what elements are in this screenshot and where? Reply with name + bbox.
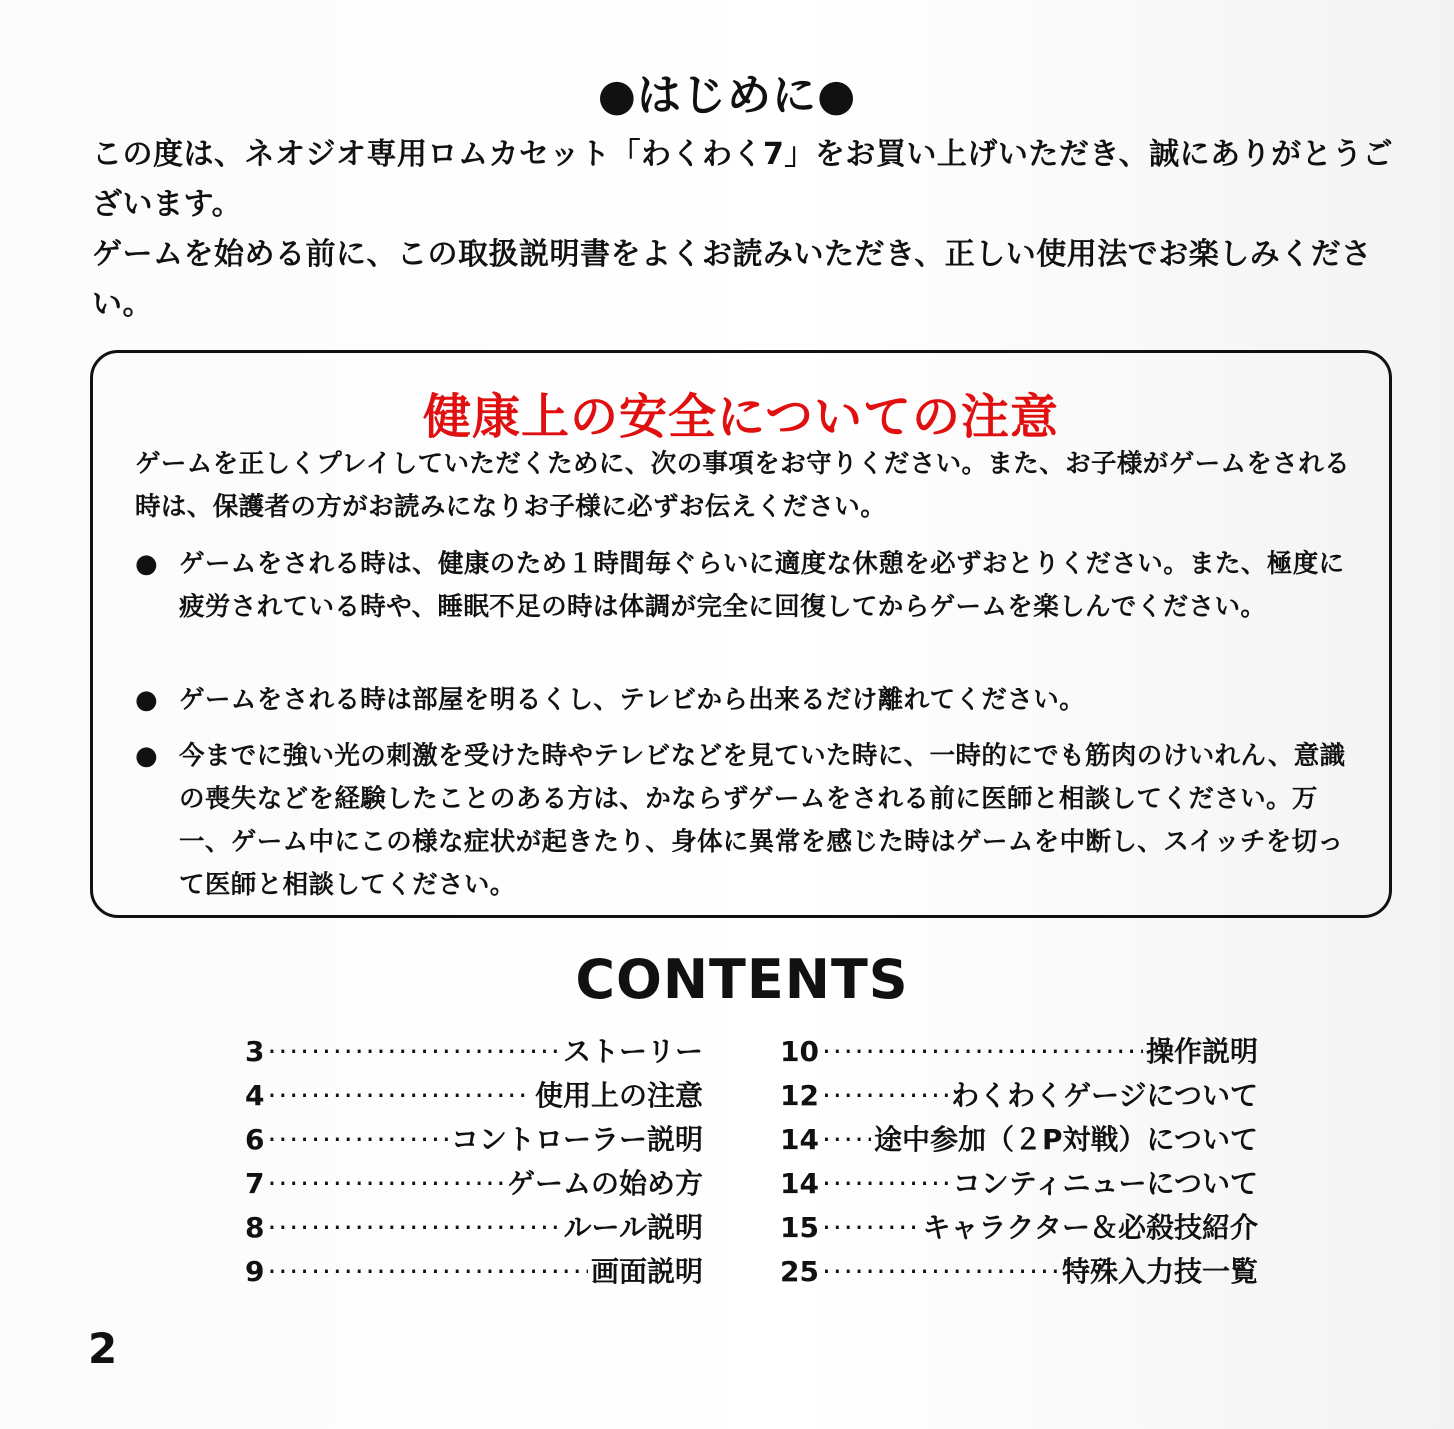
health-notice-box [90, 350, 1392, 918]
table-of-contents-right [780, 1030, 1258, 1294]
table-of-contents-left [245, 1030, 703, 1294]
toc-entry [780, 1118, 1258, 1162]
toc-entry [245, 1206, 703, 1250]
intro-text [92, 130, 1412, 330]
toc-entry [780, 1030, 1258, 1074]
toc-leader-dots [267, 1123, 448, 1156]
toc-entry [780, 1206, 1258, 1250]
toc-leader-dots [822, 1167, 950, 1200]
health-notice-item [135, 735, 1350, 907]
page-heading: ●はじめに● [597, 70, 857, 121]
toc-leader-dots [822, 1211, 920, 1244]
toc-leader-dots [267, 1211, 560, 1244]
health-notice-item-text: ゲームをされる時は、健康のため１時間毎ぐらいに適度な休憩を必ずおとりください。また、極度に疲労されている時や、睡眠不足の時は体調が完全に回復してからゲームを楽しんでください。 [179, 549, 1345, 622]
health-notice-item-text: ゲームをされる時は部屋を明るくし、テレビから出来るだけ離れてください。 [179, 685, 1085, 715]
toc-label: ゲームの始め方 [506, 1167, 703, 1200]
toc-entry [245, 1074, 703, 1118]
contents-title: CONTENTS [575, 948, 909, 1011]
health-notice-item-text: 今までに強い光の刺激を受けた時やテレビなどを見ていた時に、一時的にでも筋肉のけいれん、意識の喪失などを経験したことのある方は、かならずゲームをされる前に医師と相談してください。万一、ゲーム中にこの様な症状が起きたり、身体に異常を感じた時はゲームを中断し、スイッチを切って医師と相談してください。 [179, 741, 1346, 900]
toc-page-number: 25 [780, 1255, 819, 1288]
toc-page-number: 14 [780, 1123, 819, 1156]
toc-leader-dots [267, 1255, 588, 1288]
toc-page-number: 4 [245, 1079, 265, 1112]
toc-label: コンティニューについて [952, 1167, 1258, 1200]
health-notice-lead: ゲームを正しくプレイしていただくために、次の事項をお守りください。また、お子様がゲームをされる時は、保護者の方がお読みになりお子様に必ずお伝えください。 [135, 449, 1351, 522]
toc-label: 特殊入力技一覧 [1061, 1255, 1258, 1288]
health-notice-item [135, 679, 1350, 722]
toc-page-number: 7 [245, 1167, 265, 1200]
toc-leader-dots [267, 1079, 532, 1112]
toc-page-number: 15 [780, 1211, 819, 1244]
toc-label: 画面説明 [590, 1255, 703, 1288]
toc-label: 途中参加（２P対戦）について [874, 1123, 1258, 1156]
bullet-icon: ● [135, 685, 158, 715]
toc-label: キャラクター＆必殺技紹介 [922, 1211, 1258, 1244]
intro-paragraph: この度は、ネオジオ専用ロムカセット「わくわく7」をお買い上げいただき、誠にありがとうございます。 [92, 137, 1394, 222]
toc-entry [780, 1162, 1258, 1206]
page-number: 2 [88, 1324, 118, 1373]
bullet-icon: ● [135, 741, 158, 771]
toc-label: コントローラー説明 [450, 1123, 703, 1156]
health-notice-item [135, 543, 1350, 629]
toc-leader-dots [267, 1167, 504, 1200]
toc-leader-dots [822, 1079, 948, 1112]
toc-page-number: 9 [245, 1255, 265, 1288]
toc-entry [780, 1250, 1258, 1294]
toc-page-number: 6 [245, 1123, 265, 1156]
intro-paragraph: ゲームを始める前に、この取扱説明書をよくお読みいただき、正しい使用法でお楽しみください。 [92, 237, 1372, 322]
toc-label: 使用上の注意 [534, 1079, 703, 1112]
toc-entry [245, 1118, 703, 1162]
toc-page-number: 8 [245, 1211, 265, 1244]
toc-leader-dots [822, 1123, 871, 1156]
toc-label: わくわくゲージについて [951, 1079, 1258, 1112]
toc-page-number: 10 [780, 1035, 819, 1068]
toc-entry [780, 1074, 1258, 1118]
toc-label: ルール説明 [563, 1211, 703, 1244]
toc-label: ストーリー [562, 1035, 703, 1068]
health-notice-title: 健康上の安全についての注意 [422, 389, 1060, 445]
toc-leader-dots [267, 1035, 560, 1068]
toc-label: 操作説明 [1145, 1035, 1258, 1068]
bullet-icon: ● [135, 549, 158, 579]
toc-entry [245, 1250, 703, 1294]
toc-entry [245, 1030, 703, 1074]
toc-page-number: 3 [245, 1035, 265, 1068]
toc-entry [245, 1162, 703, 1206]
toc-leader-dots [822, 1035, 1143, 1068]
toc-page-number: 14 [780, 1167, 819, 1200]
toc-leader-dots [822, 1255, 1059, 1288]
toc-page-number: 12 [780, 1079, 819, 1112]
